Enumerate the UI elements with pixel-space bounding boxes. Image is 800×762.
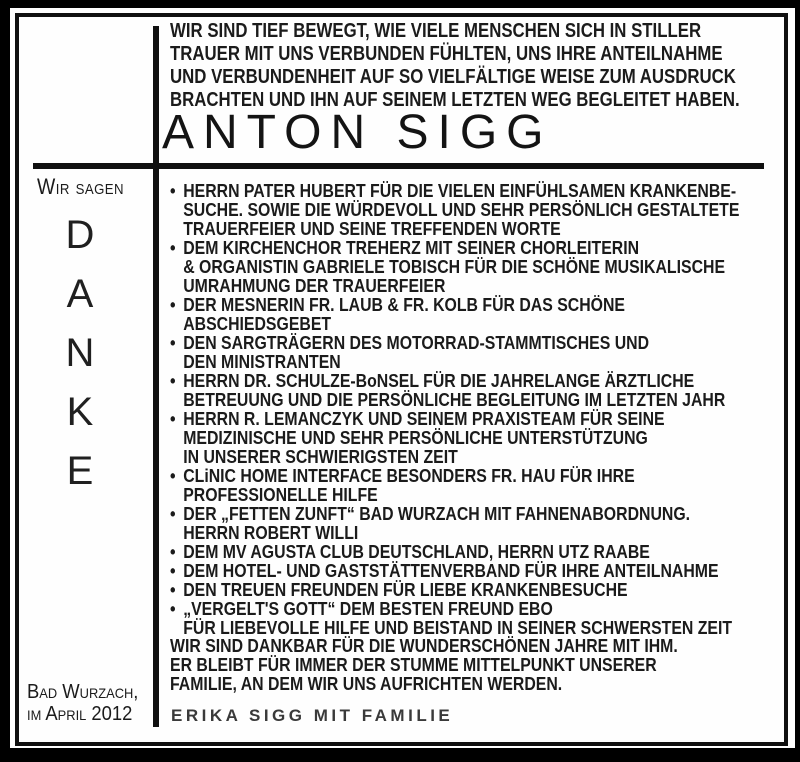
signature-line: ERIKA SIGG MIT FAMILIE xyxy=(171,706,454,725)
list-item-text: DEN TREUEN FREUNDEN FÜR LIEBE KRANKENBESUCHE xyxy=(183,580,628,600)
closing-paragraph: WIR SIND DANKBAR FÜR DIE WUNDERSCHÖNEN JAHRE MIT IHM. ER BLEIBT FÜR IMMER DER STUMME MITTELPUNKT UNSERER FAMILIE, AN DEM WIR UNS AUFRICHTEN WERDEN. xyxy=(170,636,678,694)
bullet-icon: • xyxy=(170,238,176,258)
deceased-name: ANTON SIGG xyxy=(162,106,553,159)
bullet-icon: • xyxy=(170,561,176,581)
list-item-text: „VERGELT'S GOTT“ DEM BESTEN FREUND EBO FÜR LIEBEVOLLE HILFE UND BEISTAND IN SEINER SCHWERSTEN ZEIT xyxy=(183,599,733,638)
place-and-date: Bad Wurzach, im April 2012 xyxy=(27,681,139,725)
list-item xyxy=(170,334,768,372)
bullet-icon: • xyxy=(170,371,176,391)
bullet-icon: • xyxy=(170,181,176,201)
list-item xyxy=(170,562,768,581)
bullet-icon: • xyxy=(170,409,176,429)
obituary-sheet xyxy=(10,8,795,748)
horizontal-divider-rule xyxy=(33,163,764,169)
bullet-icon: • xyxy=(170,333,176,353)
list-item-text: HERRN PATER HUBERT FÜR DIE VIELEN EINFÜHLSAMEN KRANKENBE- SUCHE. SOWIE DIE WÜRDEVOLL UND SEHR PERSÖNLICH GESTALTETE TRAUERFEIER UND SEINE TREFFENDEN WORTE xyxy=(183,181,740,239)
danke-letter: A xyxy=(66,272,94,316)
list-item-text: CLiNIC HOME INTERFACE BESONDERS FR. HAU FÜR IHRE PROFESSIONELLE HILFE xyxy=(183,466,635,505)
list-item-text: DER MESNERIN FR. LAUB & FR. KOLB FÜR DAS SCHÖNE ABSCHIEDSGEBET xyxy=(183,295,625,334)
list-item xyxy=(170,505,768,543)
list-item-text: DEM HOTEL- UND GASTSTÄTTENVERBAND FÜR IHRE ANTEILNAHME xyxy=(183,561,719,581)
bullet-icon: • xyxy=(170,504,176,524)
danke-letter: K xyxy=(66,390,94,434)
bullet-icon: • xyxy=(170,542,176,562)
list-item xyxy=(170,182,768,239)
we-say-label: Wir sagen xyxy=(37,174,125,199)
danke-letter: N xyxy=(65,331,95,375)
list-item-text: DER „FETTEN ZUNFT“ BAD WURZACH MIT FAHNENABORDNUNG. HERRN ROBERT WILLI xyxy=(183,504,691,543)
intro-paragraph: WIR SIND TIEF BEWEGT, WIE VIELE MENSCHEN SICH IN STILLER TRAUER MIT UNS VERBUNDEN FÜHLTEN, UNS IHRE ANTEILNAHME UND VERBUNDENHEIT AUF SO VIELFÄLTIGE WEISE ZUM AUSDRUCK BRACHTEN UND IHN AUF SEINEM LETZTEN WEG BEGLEITET HABEN. xyxy=(170,20,740,111)
danke-letter: E xyxy=(66,449,94,493)
bullet-icon: • xyxy=(170,580,176,600)
list-item-text: HERRN R. LEMANCZYK UND SEINEM PRAXISTEAM FÜR SEINE MEDIZINISCHE UND SEHR PERSÖNLICHE UNTERSTÜTZUNG IN UNSERER SCHWIERIGSTEN ZEIT xyxy=(183,409,665,467)
list-item xyxy=(170,543,768,562)
danke-vertical-word xyxy=(20,206,140,501)
vertical-divider-rule xyxy=(153,26,159,727)
list-item-text: DEM KIRCHENCHOR TREHERZ MIT SEINER CHORLEITERIN & ORGANISTIN GABRIELE TOBISCH FÜR DIE SCHÖNE MUSIKALISCHE UMRAHMUNG DER TRAUERFEIER xyxy=(183,238,726,296)
list-item-text: DEM MV AGUSTA CLUB DEUTSCHLAND, HERRN UTZ RAABE xyxy=(183,542,650,562)
danke-letter: D xyxy=(65,213,95,257)
list-item xyxy=(170,410,768,467)
bullet-icon: • xyxy=(170,295,176,315)
list-item xyxy=(170,239,768,296)
list-item xyxy=(170,467,768,505)
list-item xyxy=(170,600,768,638)
bullet-icon: • xyxy=(170,466,176,486)
list-item xyxy=(170,581,768,600)
list-item xyxy=(170,296,768,334)
list-item-text: HERRN DR. SCHULZE-BoNSEL FÜR DIE JAHRELANGE ÄRZTLICHE BETREUUNG UND DIE PERSÖNLICHE BEGLEITUNG IM LETZTEN JAHR xyxy=(183,371,726,410)
bullet-icon: • xyxy=(170,599,176,619)
thanks-list xyxy=(170,182,768,638)
list-item-text: DEN SARGTRÄGERN DES MOTORRAD-STAMMTISCHES UND DEN MINISTRANTEN xyxy=(183,333,650,372)
list-item xyxy=(170,372,768,410)
